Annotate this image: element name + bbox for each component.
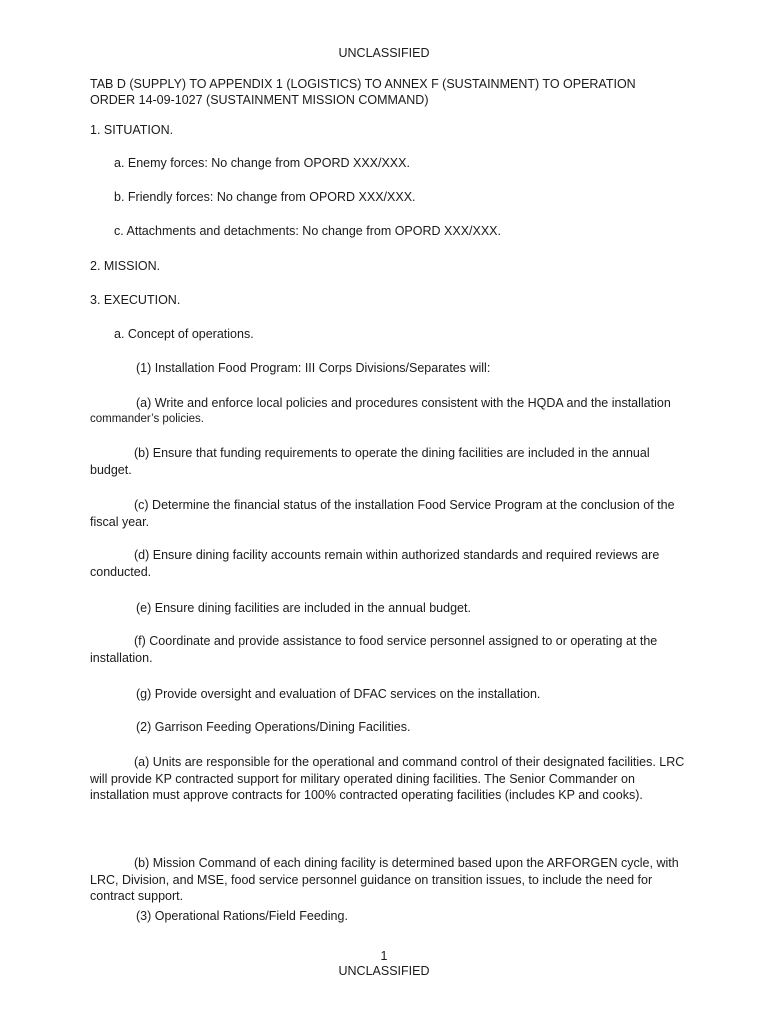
footer-classification: UNCLASSIFIED xyxy=(338,964,430,978)
footer-page-number: 1 xyxy=(380,949,388,963)
section-execution: 3. EXECUTION. xyxy=(90,293,181,307)
section-situation: 1. SITUATION. xyxy=(90,123,174,137)
header-classification: UNCLASSIFIED xyxy=(338,46,430,60)
paragraph-1c: (c) Determine the financial status of the installation Food Service Program at the conclusion of the fiscal year. xyxy=(90,498,675,529)
paragraph-1a-line-2: commander’s policies. xyxy=(90,413,204,425)
situation-attachments: c. Attachments and detachments: No change from OPORD XXX/XXX. xyxy=(114,224,501,238)
paragraph-1a-line-1: (a) Write and enforce local policies and procedures consistent with the HQDA and the installation xyxy=(136,396,671,410)
paragraph-operational-rations: (3) Operational Rations/Field Feeding. xyxy=(136,909,348,923)
paragraph-1d: (d) Ensure dining facility accounts remain within authorized standards and required reviews are conducted. xyxy=(90,548,660,579)
document-title-line-1: TAB D (SUPPLY) TO APPENDIX 1 (LOGISTICS) TO ANNEX F (SUSTAINMENT) TO OPERATION xyxy=(90,77,636,91)
paragraph-1b: (b) Ensure that funding requirements to operate the dining facilities are included in the annual budget. xyxy=(90,446,650,477)
document-title-line-2: ORDER 14-09-1027 (SUSTAINMENT MISSION COMMAND) xyxy=(90,93,429,107)
section-mission: 2. MISSION. xyxy=(90,259,161,273)
paragraph-2b: (b) Mission Command of each dining facility is determined based upon the ARFORGEN cycle, with LRC, Division, and MSE, food service personnel guidance on transition issues, to include the need for contract support. xyxy=(90,856,679,903)
paragraph-installation-food-program: (1) Installation Food Program: III Corps Divisions/Separates will: xyxy=(136,361,491,375)
paragraph-garrison-feeding: (2) Garrison Feeding Operations/Dining Facilities. xyxy=(136,720,411,734)
paragraph-1g: (g) Provide oversight and evaluation of DFAC services on the installation. xyxy=(136,687,541,701)
execution-concept-of-operations: a. Concept of operations. xyxy=(114,327,254,341)
paragraph-1f: (f) Coordinate and provide assistance to food service personnel assigned to or operating at the installation. xyxy=(90,634,658,665)
paragraph-1e: (e) Ensure dining facilities are included in the annual budget. xyxy=(136,601,471,615)
paragraph-2a: (a) Units are responsible for the operational and command control of their designated facilities. LRC will provide KP contracted support for military operated dining facilities. The Senior Commander on installation must approve contracts for 100% contracted operating facilities (includes KP and cooks). xyxy=(90,755,685,802)
situation-friendly-forces: b. Friendly forces: No change from OPORD XXX/XXX. xyxy=(114,190,416,204)
situation-enemy-forces: a. Enemy forces: No change from OPORD XXX/XXX. xyxy=(114,156,410,170)
